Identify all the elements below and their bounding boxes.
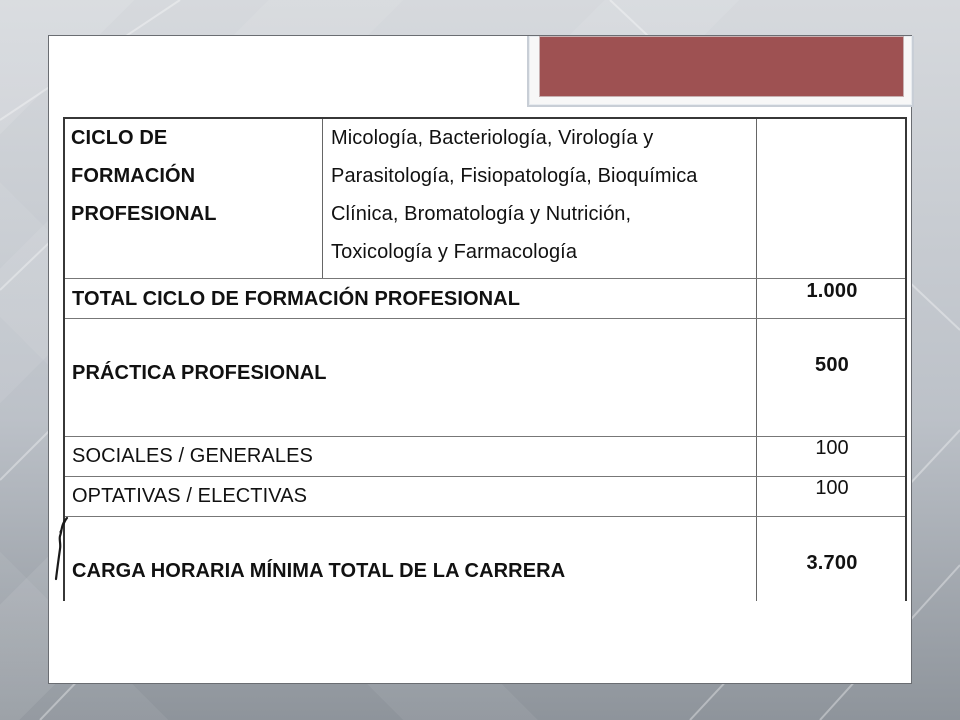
table-row (65, 477, 905, 517)
subjects-line-4: Toxicología y Farmacología (331, 241, 578, 263)
total-cycle-value: 1.000 (806, 280, 858, 302)
cycle-hours-cell (757, 119, 907, 278)
social-value: 100 (815, 437, 849, 459)
total-hours-label: CARGA HORARIA MÍNIMA TOTAL DE LA CARRERA (72, 560, 566, 582)
table-row (65, 319, 905, 437)
electives-label: OPTATIVAS / ELECTIVAS (72, 485, 308, 507)
subjects-line-3: Clínica, Bromatología y Nutrición, (331, 203, 632, 225)
hand-drawn-mark-icon (52, 516, 72, 582)
cycle-label-line-2: FORMACIÓN (71, 165, 196, 187)
cycle-label-cell (71, 119, 321, 278)
table-row (65, 517, 905, 601)
total-hours-value: 3.700 (806, 552, 858, 574)
total-cycle-label: TOTAL CICLO DE FORMACIÓN PROFESIONAL (72, 288, 521, 310)
electives-value: 100 (815, 477, 849, 499)
curriculum-table (63, 117, 907, 601)
table-row (65, 279, 905, 319)
social-label: SOCIALES / GENERALES (72, 445, 313, 467)
cycle-label-line-3: PROFESIONAL (71, 203, 217, 225)
subjects-line-2: Parasitología, Fisiopatología, Bioquímica (331, 165, 698, 187)
title-tab (527, 36, 914, 107)
subjects-cell (323, 119, 755, 278)
table-row (65, 119, 905, 279)
table-row (65, 437, 905, 477)
practice-label: PRÁCTICA PROFESIONAL (72, 362, 327, 384)
subjects-line-1: Micología, Bacteriología, Virología y (331, 127, 654, 149)
cycle-label-line-1: CICLO DE (71, 127, 168, 149)
practice-value: 500 (815, 354, 849, 376)
title-tab-fill (539, 36, 904, 97)
